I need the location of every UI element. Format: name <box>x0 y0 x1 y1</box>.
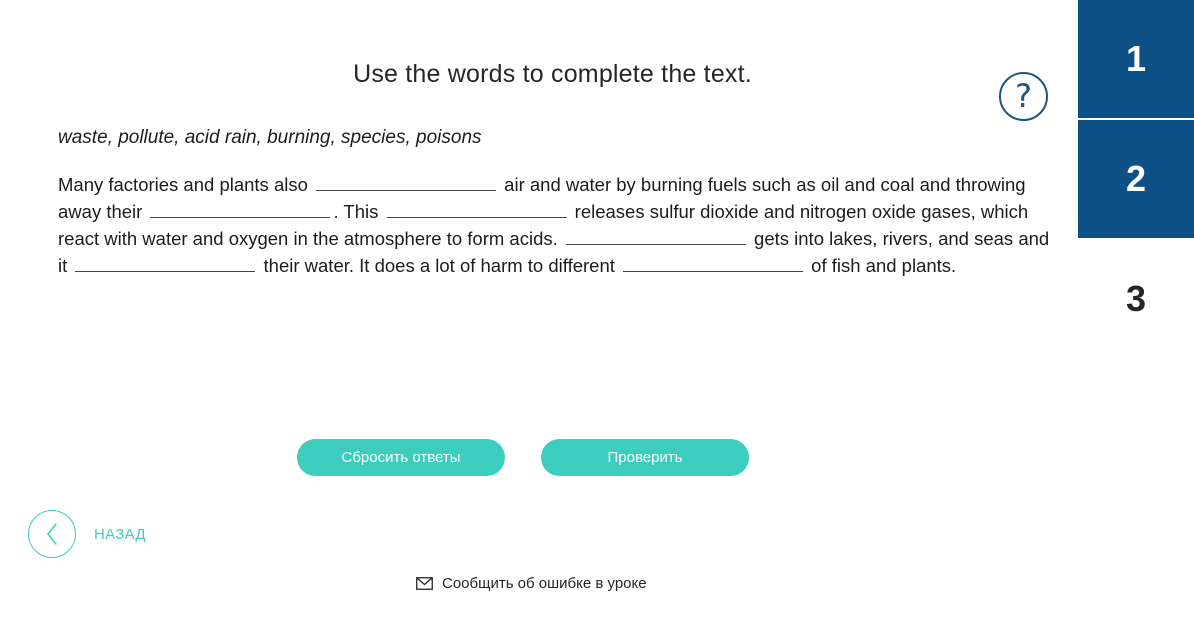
task-text <box>58 171 1058 279</box>
step-1[interactable]: 1 <box>1078 0 1194 118</box>
word-bank: waste, pollute, acid rain, burning, species, poisons <box>58 127 482 148</box>
answer-blank-3[interactable] <box>387 198 567 218</box>
text-segment: releases sulfur dioxide and nitrogen oxide gases, which react with water and oxygen in the atmosphere to form acids. <box>58 201 1029 249</box>
report-error-label: Сообщить об ошибке в уроке <box>442 575 647 592</box>
steps-sidebar <box>1078 0 1194 621</box>
report-error-link[interactable] <box>416 575 647 592</box>
reset-answers-button[interactable]: Сбросить ответы <box>297 439 505 476</box>
check-button[interactable]: Проверить <box>541 439 749 476</box>
task-title: Use the words to complete the text. <box>353 60 752 88</box>
answer-blank-4[interactable] <box>566 225 746 245</box>
help-button[interactable] <box>999 72 1048 121</box>
chevron-left-icon <box>45 522 59 546</box>
text-segment: . This <box>333 201 384 222</box>
text-segment: their water. It does a lot of harm to different <box>258 255 621 276</box>
text-segment: Many factories and plants also <box>58 174 314 195</box>
envelope-icon <box>416 577 433 590</box>
step-3[interactable]: 3 <box>1078 240 1194 358</box>
text-segment: gets into lakes, rivers, and seas and it <box>58 228 1050 276</box>
answer-blank-1[interactable] <box>316 171 496 191</box>
answer-blank-5[interactable] <box>75 252 255 272</box>
answer-blank-6[interactable] <box>623 252 803 272</box>
text-segment: air and water by burning fuels such as oil and coal and throwing away their <box>58 174 1026 222</box>
back-link[interactable]: НАЗАД <box>94 526 146 543</box>
answer-blank-2[interactable] <box>150 198 330 218</box>
question-mark-icon: ? <box>1015 76 1032 115</box>
step-2[interactable]: 2 <box>1078 120 1194 238</box>
text-segment: of fish and plants. <box>806 255 957 276</box>
back-button[interactable] <box>28 510 76 558</box>
